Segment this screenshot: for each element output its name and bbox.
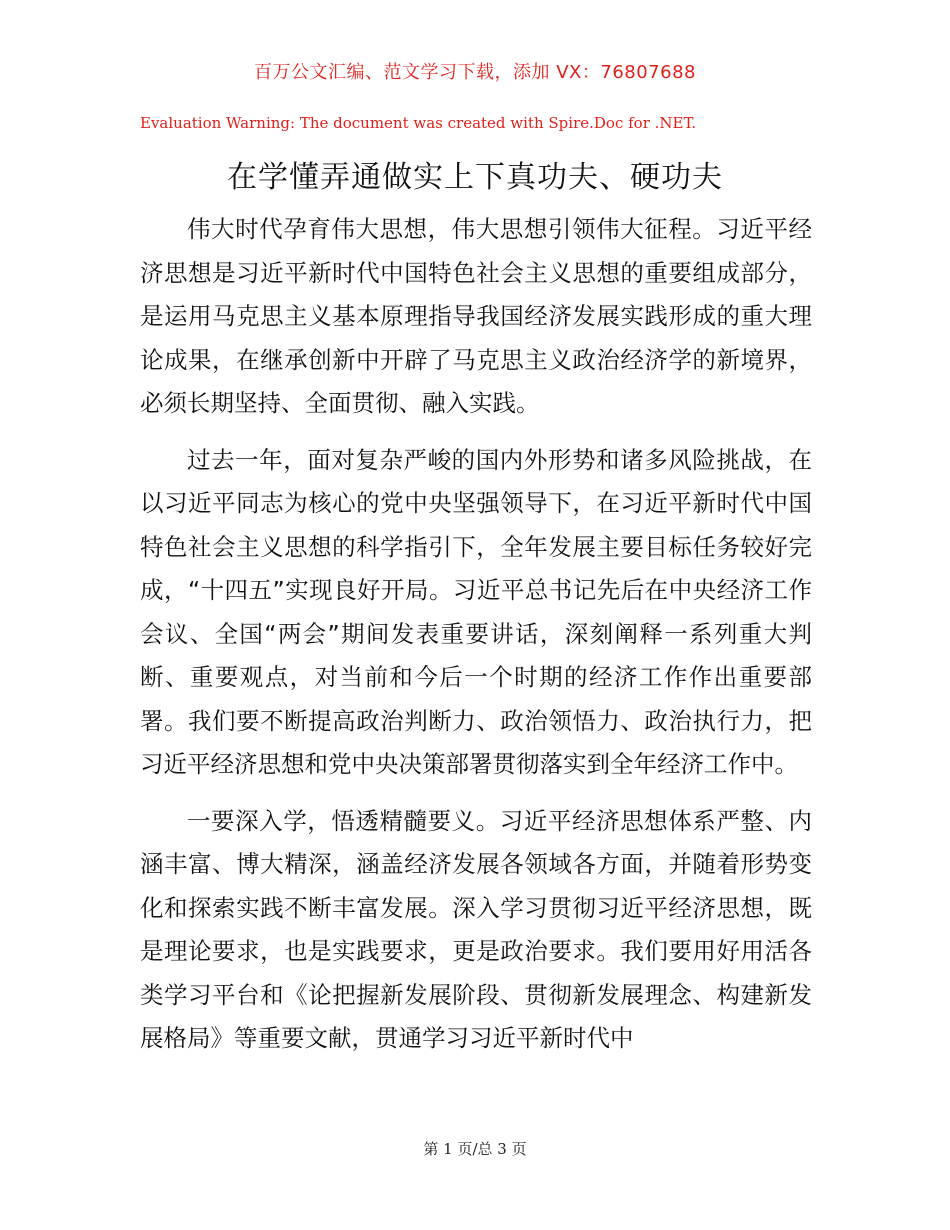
document-body xyxy=(140,208,812,1074)
paragraph-3: 一要深入学，悟透精髓要义。习近平经济思想体系严整、内涵丰富、博大精深，涵盖经济发展各领域各方面，并随着形势变化和探索实践不断丰富发展。深入学习贯彻习近平经济思想，既是理论要求，也是实践要求，更是政治要求。我们要用好用活各类学习平台和《论把握新发展阶段、贯彻新发展理念、构建新发展格局》等重要文献，贯通学习习近平新时代中 xyxy=(140,806,812,1052)
document-title: 在学懂弄通做实上下真功夫、硬功夫 xyxy=(227,160,723,195)
paragraph-1: 伟大时代孕育伟大思想，伟大思想引领伟大征程。习近平经济思想是习近平新时代中国特色社会主义思想的重要组成部分，是运用马克思主义基本原理指导我国经济发展实践形成的重大理论成果，在继承创新中开辟了马克思主义政治经济学的新境界，必须长期坚持、全面贯彻、融入实践。 xyxy=(140,215,812,417)
evaluation-warning: Evaluation Warning: The document was created with Spire.Doc for .NET. xyxy=(140,114,697,132)
paragraph-2: 过去一年，面对复杂严峻的国内外形势和诸多风险挑战，在以习近平同志为核心的党中央坚强领导下，在习近平新时代中国特色社会主义思想的科学指引下，全年发展主要目标任务较好完成，“十四五”实现良好开局。习近平总书记先后在中央经济工作会议、全国“两会”期间发表重要讲话，深刻阐释一系列重大判断、重要观点，对当前和今后一个时期的经济工作作出重要部署。我们要不断提高政治判断力、政治领悟力、政治执行力，把习近平经济思想和党中央决策部署贯彻落实到全年经济工作中。 xyxy=(140,445,812,778)
header-banner: 百万公文汇编、范文学习下载，添加 VX：76807688 xyxy=(254,62,696,83)
page-footer: 第 1 页/总 3 页 xyxy=(423,1140,527,1158)
